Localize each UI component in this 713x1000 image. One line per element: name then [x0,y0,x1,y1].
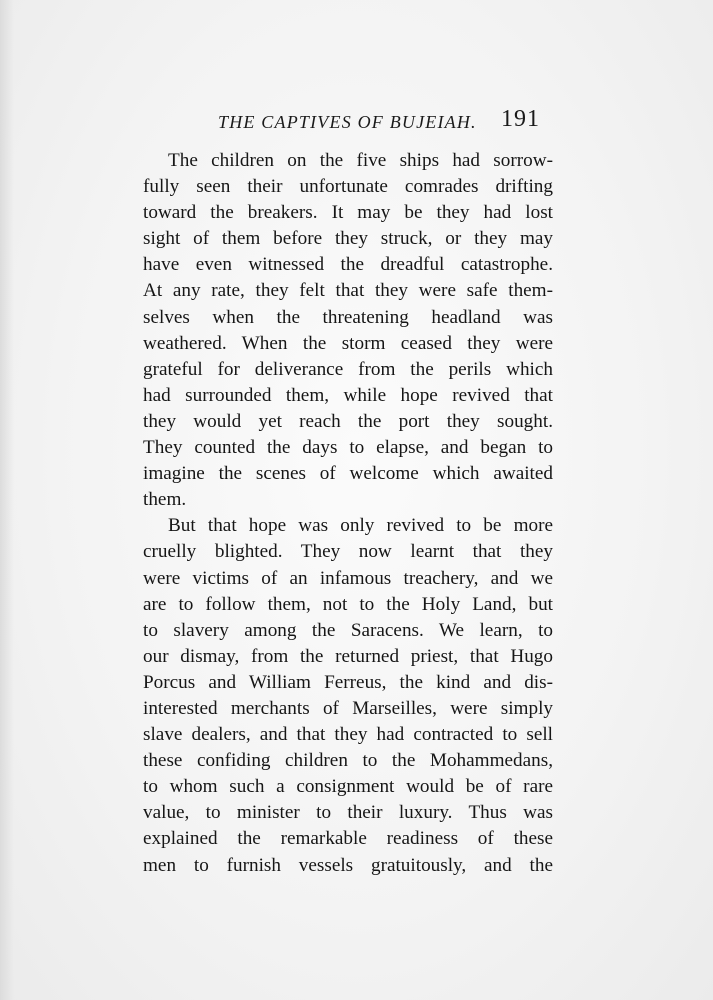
page-edge-shadow [0,0,14,1000]
text-line: explained the remarkable readiness of these [143,828,553,850]
text-line: to whom such a consignment would be of rare [143,776,553,798]
body-text [143,148,553,879]
text-line: weathered. When the storm ceased they were [143,332,553,354]
text-line: are to follow them, not to the Holy Land, but [143,593,553,615]
page-number: 191 [501,106,540,132]
text-line: selves when the threatening headland was [143,306,553,328]
text-line: they would yet reach the port they sought. [143,410,553,432]
text-line: At any rate, they felt that they were safe them- [143,280,553,302]
text-line: Porcus and William Ferreus, the kind and dis- [143,671,553,693]
text-line: have even witnessed the dreadful catastrophe. [143,254,553,276]
text-line: value, to minister to their luxury. Thus was [143,802,553,824]
text-line: slave dealers, and that they had contracted to sell [143,724,553,746]
text-line: sight of them before they struck, or they may [143,228,553,250]
text-line: these confiding children to the Mohammedans, [143,750,553,772]
text-line: They counted the days to elapse, and began to [143,437,553,459]
text-line: grateful for deliverance from the perils which [143,358,553,380]
text-line: The children on the five ships had sorrow- [168,150,553,171]
text-line: were victims of an infamous treachery, and we [143,567,553,589]
text-line: men to furnish vessels gratuitously, and the [143,854,553,876]
text-line: imagine the scenes of welcome which awaited [143,463,553,485]
text-line: our dismay, from the returned priest, that Hugo [143,645,553,667]
page-header [168,106,540,146]
text-line: to slavery among the Saracens. We learn, to [143,619,553,641]
text-line: interested merchants of Marseilles, were simply [143,697,553,719]
text-line: But that hope was only revived to be more [168,515,553,537]
text-line: fully seen their unfortunate comrades drifting [143,176,553,198]
running-title: THE CAPTIVES OF BUJEIAH. [218,112,477,132]
text-line: cruelly blighted. They now learnt that they [143,541,553,563]
text-line: them. [143,489,187,511]
text-line: toward the breakers. It may be they had lost [143,202,553,224]
text-line: had surrounded them, while hope revived that [143,384,553,406]
